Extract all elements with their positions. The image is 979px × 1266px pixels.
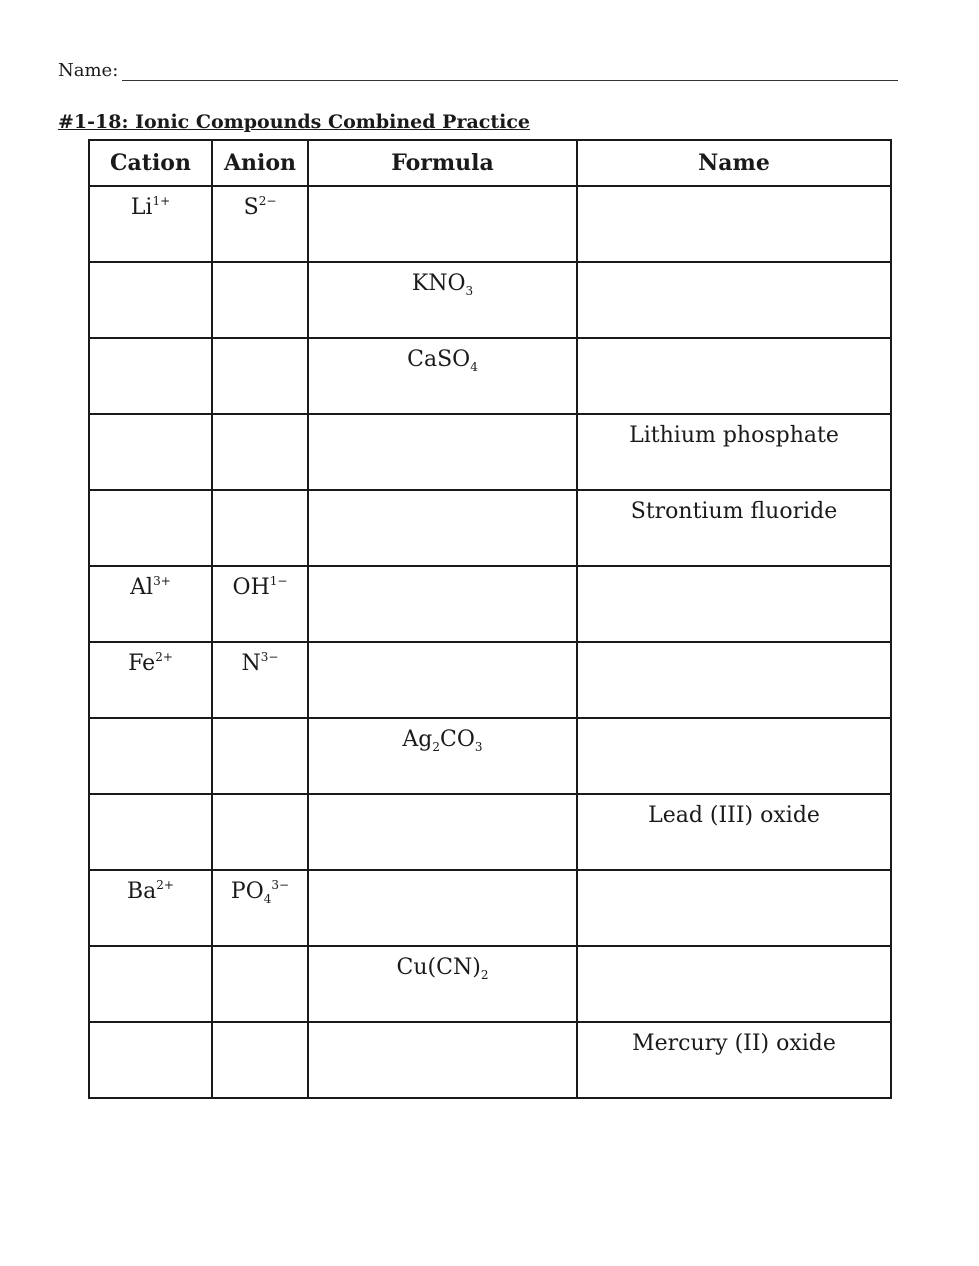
table-row <box>89 870 891 946</box>
formula-subscript: 3 <box>465 284 474 298</box>
cation-charge: 2+ <box>155 650 173 664</box>
formula-symbol: CO <box>440 727 475 752</box>
anion-cell[interactable] <box>212 186 308 262</box>
formula-symbol: Ag <box>402 727 433 752</box>
formula-cell[interactable] <box>308 262 577 338</box>
name-cell[interactable] <box>577 262 891 338</box>
name-cell-text: Strontium fluoride <box>630 499 838 524</box>
formula-cell[interactable] <box>308 338 577 414</box>
formula-cell-text <box>397 955 489 980</box>
anion-cell-text: $N^{3-}$ <box>241 650 279 676</box>
name-row <box>58 57 898 81</box>
formula-subscript: 4 <box>470 360 478 374</box>
name-cell[interactable] <box>577 718 891 794</box>
anion-charge: 3− <box>271 878 290 892</box>
header-name: Name <box>577 140 891 186</box>
name-cell[interactable] <box>577 642 891 718</box>
anion-cell[interactable] <box>212 870 308 946</box>
cation-charge: 1+ <box>152 194 171 208</box>
name-cell-text: Lithium phosphate <box>629 423 839 448</box>
name-cell[interactable] <box>577 946 891 1022</box>
cation-cell[interactable] <box>89 642 212 718</box>
formula-symbol: KNO <box>411 271 466 296</box>
name-cell[interactable] <box>577 338 891 414</box>
formula-cell-text <box>412 271 473 296</box>
cation-cell[interactable] <box>89 946 212 1022</box>
name-cell-text: Lead (III) oxide <box>648 803 820 828</box>
cation-cell[interactable] <box>89 262 212 338</box>
header-formula: Formula <box>308 140 577 186</box>
formula-cell[interactable] <box>308 718 577 794</box>
table-row <box>89 186 891 262</box>
cation-cell[interactable] <box>89 186 212 262</box>
name-field[interactable] <box>122 62 898 81</box>
formula-subscript: 2 <box>432 740 441 754</box>
header-row <box>89 140 891 186</box>
anion-cell[interactable] <box>212 946 308 1022</box>
cation-cell[interactable] <box>89 414 212 490</box>
formula-cell[interactable] <box>308 414 577 490</box>
anion-subscript: 4 <box>263 892 272 906</box>
anion-cell[interactable] <box>212 1022 308 1098</box>
formula-cell[interactable] <box>308 490 577 566</box>
table-row <box>89 1022 891 1098</box>
name-label: Name: <box>58 60 119 81</box>
anion-cell-text: $S^{2-}$ <box>243 194 277 220</box>
anion-cell[interactable] <box>212 794 308 870</box>
practice-table <box>88 139 892 1099</box>
anion-cell-text: $OH^{1-}$ <box>232 574 288 600</box>
table-row <box>89 262 891 338</box>
table-row <box>89 338 891 414</box>
table-row <box>89 490 891 566</box>
table-row <box>89 642 891 718</box>
header-anion: Anion <box>212 140 308 186</box>
header-cation: Cation <box>89 140 212 186</box>
anion-cell[interactable] <box>212 338 308 414</box>
anion-cell-text: $PO_4^{3-}$ <box>230 878 290 906</box>
table-row <box>89 946 891 1022</box>
formula-cell-text <box>402 727 482 752</box>
anion-cell[interactable] <box>212 642 308 718</box>
anion-cell[interactable] <box>212 490 308 566</box>
name-cell[interactable] <box>577 566 891 642</box>
formula-symbol: CaSO <box>407 347 471 372</box>
cation-cell[interactable] <box>89 870 212 946</box>
name-cell-text: Mercury (II) oxide <box>632 1031 836 1056</box>
formula-cell[interactable] <box>308 870 577 946</box>
anion-cell[interactable] <box>212 566 308 642</box>
name-cell[interactable] <box>577 870 891 946</box>
cation-cell[interactable] <box>89 490 212 566</box>
formula-cell-text <box>407 347 478 372</box>
name-cell[interactable] <box>577 414 891 490</box>
formula-cell[interactable] <box>308 1022 577 1098</box>
formula-symbol: Cu(CN) <box>396 955 481 980</box>
formula-cell[interactable] <box>308 566 577 642</box>
name-cell[interactable] <box>577 186 891 262</box>
anion-cell[interactable] <box>212 718 308 794</box>
anion-charge: 3− <box>260 650 279 664</box>
formula-cell[interactable] <box>308 794 577 870</box>
name-cell[interactable] <box>577 794 891 870</box>
table-row <box>89 414 891 490</box>
table-row <box>89 794 891 870</box>
formula-cell[interactable] <box>308 186 577 262</box>
cation-cell-text: $Ba^{2+}$ <box>127 878 174 904</box>
name-cell[interactable] <box>577 490 891 566</box>
cation-cell[interactable] <box>89 338 212 414</box>
formula-cell[interactable] <box>308 946 577 1022</box>
cation-cell[interactable] <box>89 1022 212 1098</box>
cation-charge: 3+ <box>153 574 171 588</box>
worksheet-title: #1-18: Ionic Compounds Combined Practice <box>58 111 530 133</box>
cation-charge: 2+ <box>156 878 174 892</box>
cation-cell[interactable] <box>89 794 212 870</box>
anion-cell[interactable] <box>212 414 308 490</box>
anion-cell[interactable] <box>212 262 308 338</box>
cation-cell[interactable] <box>89 718 212 794</box>
cation-cell-text: $Al^{3+}$ <box>130 574 171 600</box>
table-row <box>89 718 891 794</box>
cation-cell-text: $Fe^{2+}$ <box>128 650 173 676</box>
cation-cell[interactable] <box>89 566 212 642</box>
cation-cell-text: $Li^{1+}$ <box>130 194 171 220</box>
table-row <box>89 566 891 642</box>
formula-subscript: 3 <box>474 740 483 754</box>
name-cell[interactable] <box>577 1022 891 1098</box>
formula-cell[interactable] <box>308 642 577 718</box>
formula-subscript: 2 <box>480 968 489 982</box>
anion-charge: 2− <box>258 194 277 208</box>
anion-charge: 1− <box>269 574 288 588</box>
